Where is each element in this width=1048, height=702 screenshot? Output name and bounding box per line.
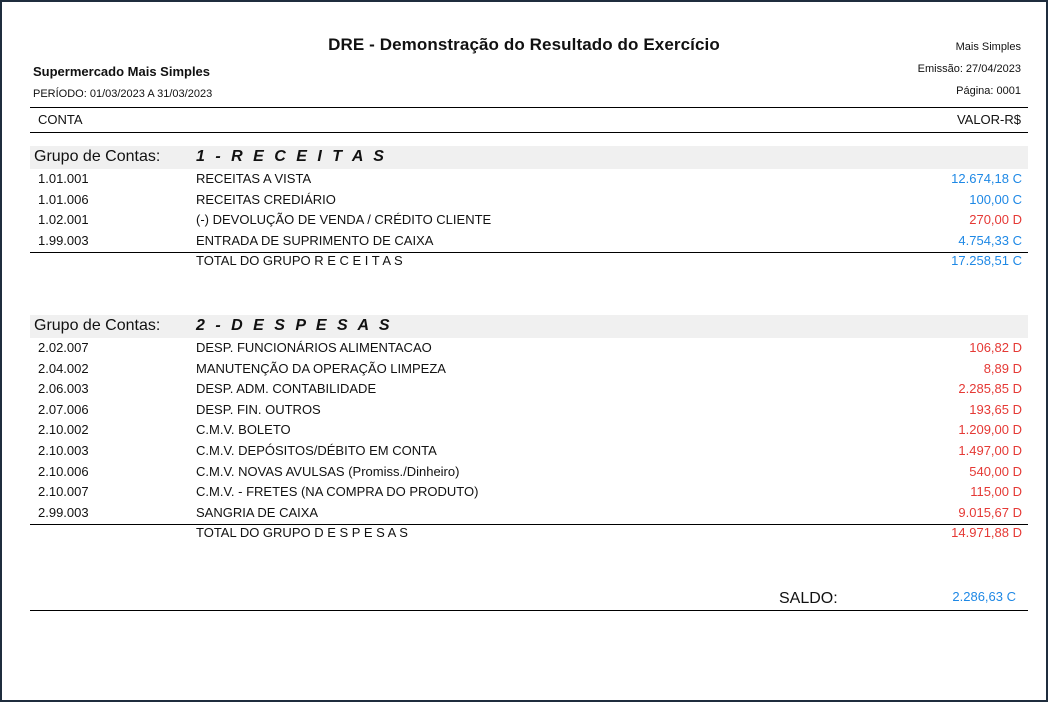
table-row — [30, 441, 1028, 461]
account-description: ENTRADA DE SUPRIMENTO DE CAIXA — [196, 232, 434, 248]
table-row — [30, 169, 1028, 189]
saldo-divider — [30, 610, 1028, 611]
table-row — [30, 231, 1028, 251]
account-value: 1.209,00 D — [958, 422, 1022, 438]
account-value: 9.015,67 D — [958, 504, 1022, 520]
table-row — [30, 420, 1028, 440]
account-code: 1.01.001 — [38, 171, 89, 186]
company-name: Supermercado Mais Simples — [33, 64, 211, 79]
account-code: 2.99.003 — [38, 504, 89, 520]
account-value: 106,82 D — [969, 340, 1022, 355]
account-code: 2.10.006 — [38, 463, 89, 479]
table-row — [30, 462, 1028, 482]
account-description: (-) DEVOLUÇÃO DE VENDA / CRÉDITO CLIENTE — [196, 212, 492, 228]
account-description: C.M.V. BOLETO — [196, 422, 291, 438]
report-title: DRE - Demonstração do Resultado do Exercício — [328, 35, 720, 54]
account-description: RECEITAS A VISTA — [196, 171, 312, 186]
account-description: MANUTENÇÃO DA OPERAÇÃO LIMPEZA — [196, 360, 446, 376]
account-value: 8,89 D — [983, 360, 1022, 376]
account-code: 1.01.006 — [38, 191, 89, 207]
header-divider-top — [30, 107, 1028, 108]
group-name: 1 - R E C E I T A S — [196, 148, 387, 165]
account-description: DESP. ADM. CONTABILIDADE — [196, 381, 377, 397]
account-value: 193,65 D — [969, 401, 1022, 417]
account-code: 2.02.007 — [38, 340, 89, 355]
table-row — [30, 338, 1028, 358]
account-description: DESP. FIN. OUTROS — [196, 401, 321, 417]
account-value: 115,00 D — [970, 484, 1022, 500]
account-code: 1.99.003 — [38, 232, 89, 248]
account-code: 2.10.007 — [38, 484, 89, 500]
report-period: PERÍODO: 01/03/2023 A 31/03/2023 — [33, 88, 213, 100]
group-band-despesas — [30, 315, 1028, 338]
column-header-account: CONTA — [38, 112, 83, 127]
column-header-value: VALOR-R$ — [956, 112, 1021, 127]
account-value: 2.285,85 D — [958, 381, 1022, 397]
account-code: 2.04.002 — [38, 360, 89, 376]
account-value: 270,00 D — [969, 212, 1022, 228]
group-total-label: TOTAL DO GRUPO R E C E I T A S — [196, 253, 403, 269]
account-value: 1.497,00 D — [958, 443, 1022, 458]
group-total-value: 14.971,88 D — [951, 525, 1022, 541]
account-value: 4.754,33 C — [958, 232, 1022, 248]
header-divider-bottom — [30, 132, 1028, 133]
system-name: Mais Simples — [955, 41, 1021, 53]
account-code: 2.10.003 — [38, 443, 89, 458]
table-row — [30, 503, 1028, 523]
account-description: DESP. FUNCIONÁRIOS ALIMENTACAO — [196, 340, 432, 355]
group-total-label: TOTAL DO GRUPO D E S P E S A S — [196, 525, 408, 541]
account-value: 540,00 D — [969, 463, 1022, 479]
account-value: 100,00 C — [969, 191, 1022, 207]
group-total-row — [30, 523, 1028, 543]
account-value: 12.674,18 C — [951, 171, 1022, 186]
table-row — [30, 400, 1028, 420]
saldo-label: SALDO: — [779, 590, 838, 607]
group-name: 2 - D E S P E S A S — [196, 317, 393, 334]
table-row — [30, 379, 1028, 399]
account-description: C.M.V. DEPÓSITOS/DÉBITO EM CONTA — [196, 443, 437, 458]
group-total-row — [30, 251, 1028, 271]
account-code: 2.10.002 — [38, 422, 89, 438]
group-label: Grupo de Contas: — [34, 317, 161, 334]
account-description: C.M.V. NOVAS AVULSAS (Promiss./Dinheiro) — [196, 463, 460, 479]
account-code: 1.02.001 — [38, 212, 89, 228]
account-code: 2.07.006 — [38, 401, 89, 417]
emission-date: Emissão: 27/04/2023 — [917, 63, 1021, 75]
account-description: RECEITAS CREDIÁRIO — [196, 191, 336, 207]
table-row — [30, 482, 1028, 502]
account-description: SANGRIA DE CAIXA — [196, 504, 319, 520]
account-code: 2.06.003 — [38, 381, 89, 397]
group-label: Grupo de Contas: — [34, 148, 161, 165]
account-description: C.M.V. - FRETES (NA COMPRA DO PRODUTO) — [196, 484, 479, 500]
table-row — [30, 359, 1028, 379]
group-total-value: 17.258,51 C — [951, 253, 1022, 269]
table-row — [30, 210, 1028, 230]
saldo-value: 2.286,63 C — [952, 589, 1016, 604]
table-row — [30, 190, 1028, 210]
page-number: Página: 0001 — [956, 85, 1021, 97]
group-band-receitas — [30, 146, 1028, 169]
